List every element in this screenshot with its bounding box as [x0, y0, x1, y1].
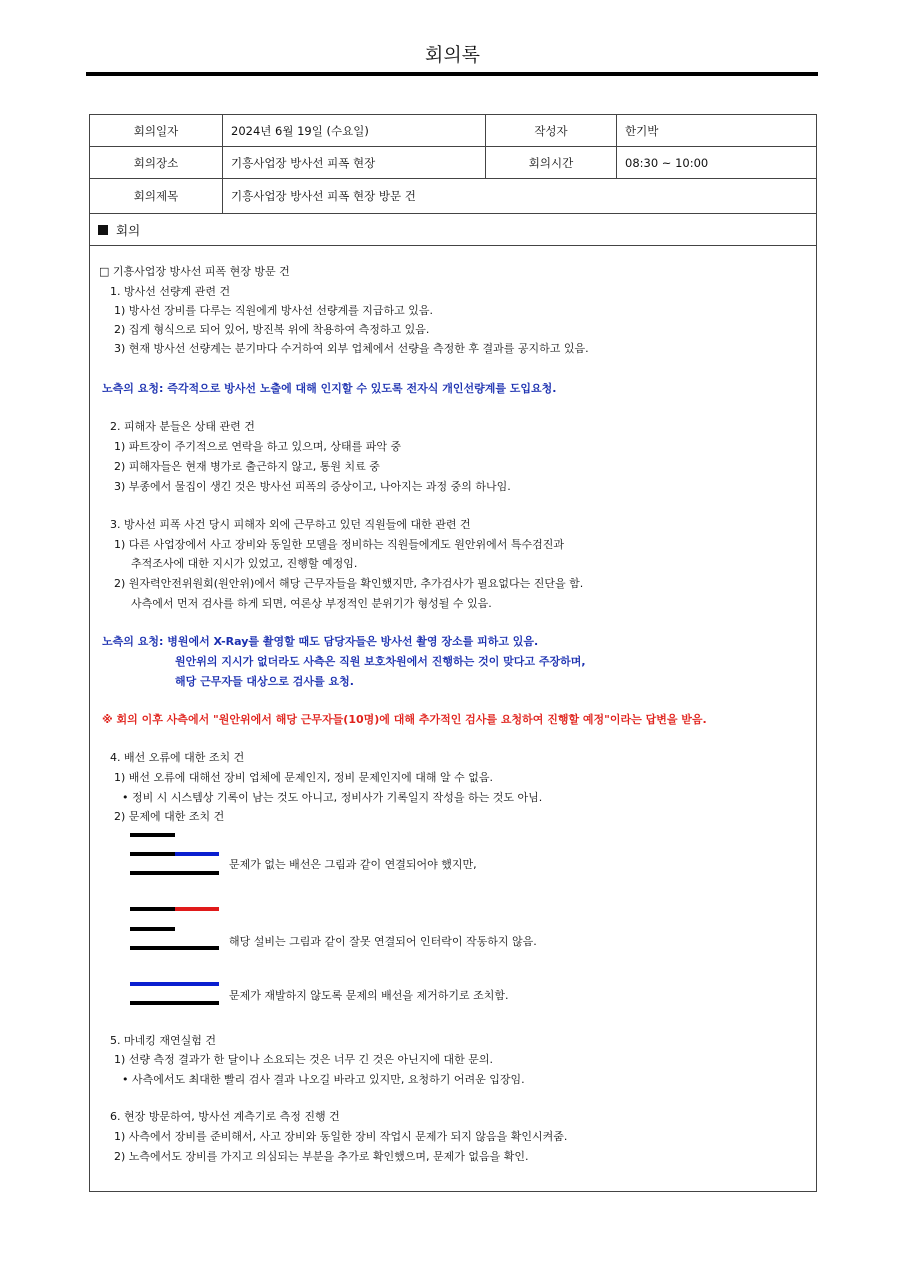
title-underline [86, 72, 818, 76]
item-5-1: 1) 선량 측정 결과가 한 달이나 소요되는 것은 너무 긴 것은 아닌지에 대한 문의. [114, 1053, 494, 1066]
union-request-1: 노측의 요청: 즉각적으로 방사선 노출에 대해 인지할 수 있도록 전자식 개인선량계를 도입요청. [102, 382, 557, 395]
wire-diagram-fixed-line-1 [130, 982, 219, 986]
time-value: 08:30 ~ 10:00 [625, 155, 709, 170]
document-title: 회의록 [424, 44, 481, 66]
item-2-heading: 2. 피해자 분들은 상태 관련 건 [110, 420, 255, 433]
header-row-subject [90, 179, 816, 214]
item-3-2a: 2) 원자력안전위원회(원안위)에서 해당 근무자들을 확인했지만, 추가검사가 필요없다는 진단을 함. [114, 577, 584, 590]
wire-diagram-correct-line-1 [130, 833, 175, 837]
item-3-1a: 1) 다른 사업장에서 사고 장비와 동일한 모델을 정비하는 직원들에게도 원안위에서 특수검진과 [114, 538, 565, 551]
wire-diagram-fixed-line-2 [130, 1001, 219, 1005]
union-request-2b: 원안위의 지시가 없더라도 사측은 직원 보호차원에서 진행하는 것이 맞다고 주장하며, [175, 655, 586, 668]
author-value: 한기박 [625, 123, 659, 138]
place-value: 기흥사업장 방사선 피폭 현장 [231, 155, 376, 170]
wire-diagram-wrong-line-3 [130, 946, 219, 950]
item-2-1: 1) 파트장이 주기적으로 연락을 하고 있으며, 상태를 파악 중 [114, 440, 402, 453]
item-4-1-bullet: • 정비 시 시스템상 기록이 남는 것도 아니고, 정비사가 기록일지 작성을 하는 것도 아님. [122, 791, 543, 804]
date-label: 회의일자 [133, 123, 179, 138]
wire-diagram-correct-line-2a [130, 852, 175, 856]
subject-value: 기흥사업장 방사선 피폭 현장 방문 건 [231, 189, 416, 203]
item-5-heading: 5. 마네킹 재연실험 건 [110, 1034, 216, 1047]
wire-caption-correct: 문제가 없는 배선은 그림과 같이 연결되어야 했지만, [229, 858, 477, 871]
post-meeting-note: ※ 회의 이후 사측에서 "원안위에서 해당 근무자들(10명)에 대해 추가적인 검사를 요청하여 진행할 예정"이라는 답변을 받음. [102, 713, 707, 726]
item-6-1: 1) 사측에서 장비를 준비해서, 사고 장비와 동일한 장비 작업시 문제가 되지 않음을 확인시켜줌. [114, 1130, 568, 1143]
wire-diagram-correct-line-3 [130, 871, 219, 875]
time-label: 회의시간 [528, 155, 574, 170]
item-3-heading: 3. 방사선 피폭 사건 당시 피해자 외에 근무하고 있던 직원들에 대한 관련 건 [110, 518, 471, 531]
date-value: 2024년 6월 19일 (수요일) [231, 123, 369, 138]
header-row-place [90, 147, 816, 179]
subject-label: 회의제목 [133, 189, 179, 203]
item-4-heading: 4. 배선 오류에 대한 조치 건 [110, 751, 245, 764]
union-request-2c: 해당 근무자들 대상으로 검사를 요청. [175, 675, 354, 688]
item-6-2: 2) 노측에서도 장비를 가지고 의심되는 부분을 추가로 확인했으며, 문제가 없음을 확인. [114, 1150, 529, 1163]
item-2-3: 3) 부종에서 물집이 생긴 것은 방사선 피폭의 증상이고, 나아지는 과정 중의 하나임. [114, 480, 511, 493]
author-label: 작성자 [534, 123, 568, 138]
wire-diagram-correct-line-2b [175, 852, 219, 856]
section-header [90, 214, 816, 246]
union-request-2a: 노측의 요청: 병원에서 X-Ray를 촬영할 때도 담당자들은 방사선 촬영 장소를 피하고 있음. [102, 635, 539, 648]
item-4-2: 2) 문제에 대한 조치 건 [114, 810, 225, 823]
section-label: 회의 [116, 222, 141, 238]
square-bullet-icon [98, 225, 108, 235]
item-3-1b: 추적조사에 대한 지시가 있었고, 진행할 예정임. [131, 557, 358, 570]
topic-line: □ 기흥사업장 방사선 피폭 현장 방문 건 [99, 265, 290, 278]
item-3-2b: 사측에서 먼저 검사를 하게 되면, 여론상 부정적인 분위기가 형성될 수 있음. [131, 597, 492, 610]
item-1-3: 3) 현재 방사선 선량계는 분기마다 수거하여 외부 업체에서 선량을 측정한 후 결과를 공지하고 있음. [114, 342, 589, 355]
wire-caption-fixed: 문제가 재발하지 않도록 문제의 배선을 제거하기로 조치함. [229, 989, 509, 1002]
place-label: 회의장소 [133, 155, 179, 170]
item-2-2: 2) 피해자들은 현재 병가로 출근하지 않고, 통원 치료 중 [114, 460, 380, 473]
item-6-heading: 6. 현장 방문하여, 방사선 계측기로 측정 진행 건 [110, 1110, 340, 1123]
item-4-1: 1) 배선 오류에 대해선 장비 업체에 문제인지, 정비 문제인지에 대해 알 수 없음. [114, 771, 494, 784]
wire-diagram-wrong-line-1b [175, 907, 219, 911]
header-row-date [90, 115, 816, 147]
item-1-2: 2) 집게 형식으로 되어 있어, 방진복 위에 착용하여 측정하고 있음. [114, 323, 430, 336]
wire-caption-wrong: 해당 설비는 그림과 같이 잘못 연결되어 인터락이 작동하지 않음. [229, 935, 537, 948]
item-1-1: 1) 방사선 장비를 다루는 직원에게 방사선 선량계를 지급하고 있음. [114, 304, 434, 317]
item-1-heading: 1. 방사선 선량계 관련 건 [110, 285, 231, 298]
wire-diagram-wrong-line-1a [130, 907, 175, 911]
item-5-1-bullet: • 사측에서도 최대한 빨리 검사 결과 나오길 바라고 있지만, 요청하기 어려운 입장임. [122, 1073, 525, 1086]
wire-diagram-wrong-line-2 [130, 927, 175, 931]
